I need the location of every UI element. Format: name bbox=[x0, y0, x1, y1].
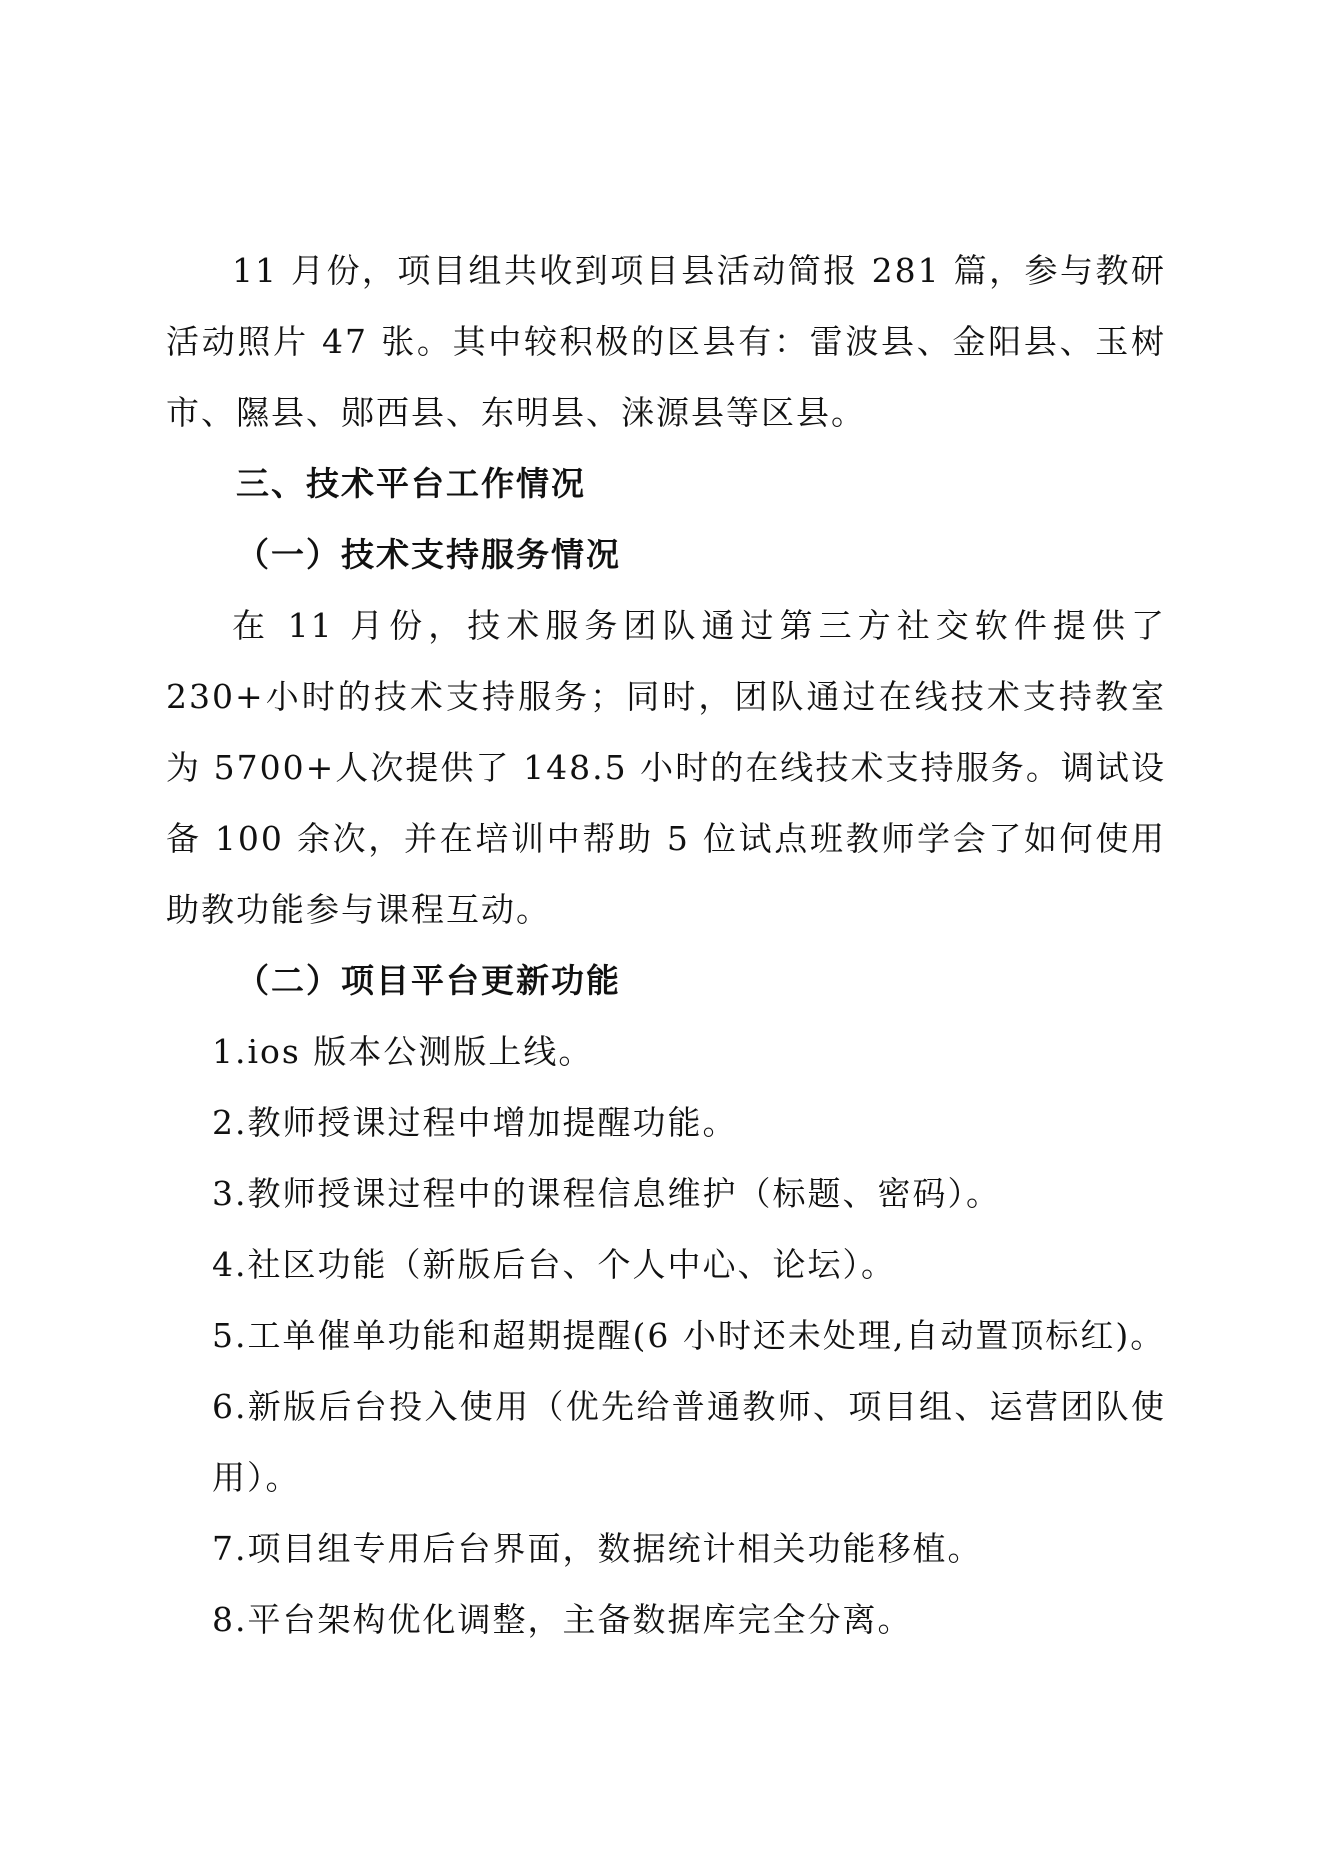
paragraph-activity-reports: 11 月份，项目组共收到项目县活动简报 281 篇，参与教研活动照片 47 张。其中较积极的区县有：雷波县、金阳县、玉树市、隰县、郧西县、东明县、涞源县等区县。 bbox=[166, 251, 1166, 432]
document-page bbox=[166, 235, 1166, 1655]
list-item: 7.项目组专用后台界面，数据统计相关功能移植。 bbox=[212, 1529, 983, 1568]
update-list bbox=[166, 1016, 1166, 1655]
list-item: 6.新版后台投入使用（优先给普通教师、项目组、运营团队使用）。 bbox=[212, 1387, 1166, 1497]
section-heading-tech-platform: 三、技术平台工作情况 bbox=[236, 464, 586, 503]
list-item: 2.教师授课过程中增加提醒功能。 bbox=[212, 1103, 738, 1142]
list-item: 8.平台架构优化调整，主备数据库完全分离。 bbox=[212, 1600, 913, 1639]
list-item: 4.社区功能（新版后台、个人中心、论坛）。 bbox=[212, 1245, 896, 1284]
subheading-platform-updates: （二）项目平台更新功能 bbox=[236, 961, 621, 1000]
subheading-tech-support: （一）技术支持服务情况 bbox=[236, 535, 621, 574]
list-item: 1.ios 版本公测版上线。 bbox=[212, 1032, 594, 1071]
list-item: 3.教师授课过程中的课程信息维护（标题、密码）。 bbox=[212, 1174, 1001, 1213]
list-item: 5.工单催单功能和超期提醒(6 小时还未处理,自动置顶标红)。 bbox=[212, 1316, 1166, 1355]
paragraph-tech-support: 在 11 月份，技术服务团队通过第三方社交软件提供了 230+小时的技术支持服务；同时，团队通过在线技术支持教室为 5700+人次提供了 148.5 小时的在线技术支持服务。调试设备 100 余次，并在培训中帮助 5 位试点班教师学会了如何使用助教功能参与课程互动。 bbox=[166, 606, 1166, 929]
